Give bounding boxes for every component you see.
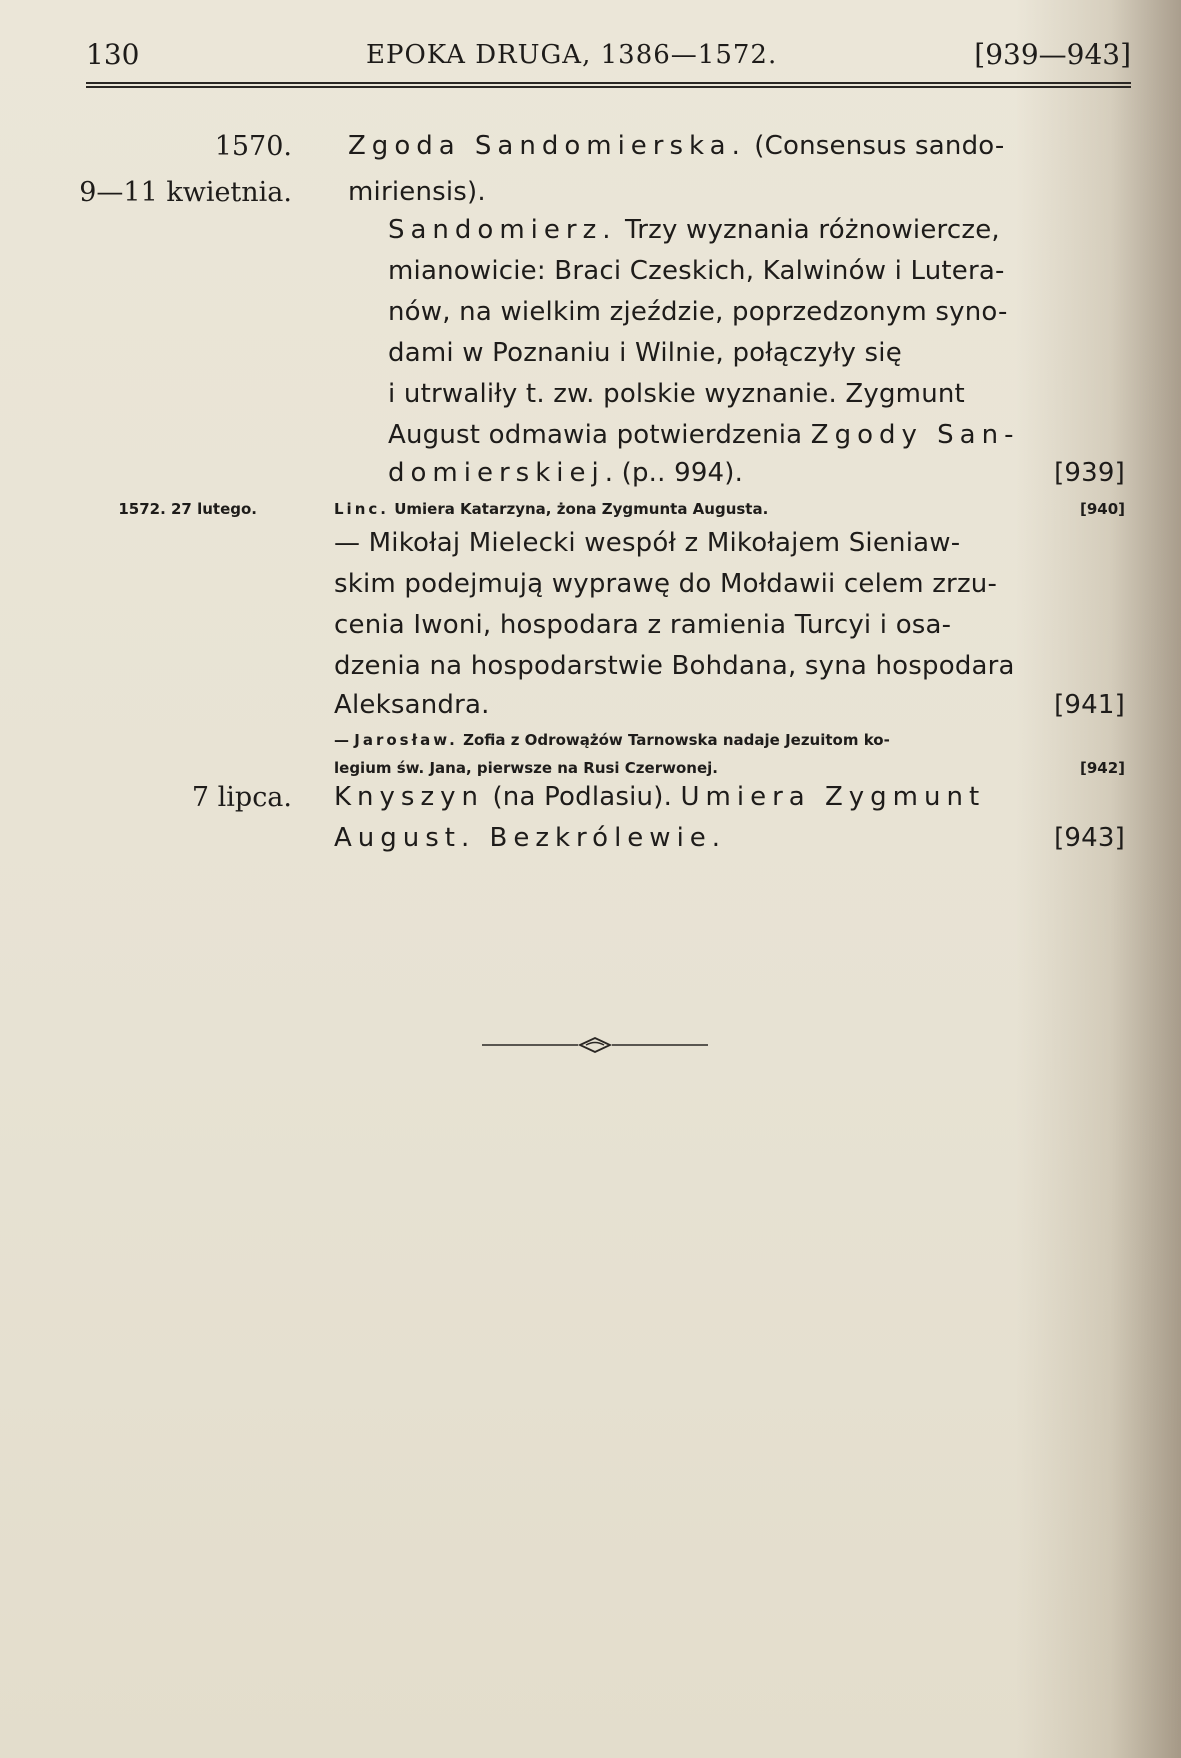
entry-941-line-3: cenia Iwoni, hospodara z ramienia Turcyi i osa- [334,610,952,640]
entry-942-number: [942] [1079,759,1125,777]
entry-943-spaced-b: August. Bezkrólewie [334,823,712,853]
entry-939-line-8-a: August odmawia potwierdzenia [388,420,811,450]
entry-942-line-1-rest: Zofia z Odrowążów Tarnowska nadaje Jezuitom ko- [457,731,890,749]
entry-939-line-4: mianowicie: Braci Czeskich, Kalwinów i Lutera- [388,256,1005,286]
entry-941-line-1: — Mikołaj Mielecki wespół z Mikołajem Sieniaw- [334,528,961,558]
date-1572-27-lutego: 1572. 27 lutego. [118,500,257,518]
entry-939-latin: (Consensus sando- [745,131,1005,161]
entry-943-line-1 [334,782,985,812]
entry-942-dash: — [334,731,355,749]
entry-939-spaced-b: domierskiej [388,458,605,488]
date-9-11-kwietnia: 9—11 kwietnia. [79,177,292,208]
entry-940-text: Umiera Katarzyna, żona Zygmunta Augusta. [388,500,769,518]
entry-942-line-1 [334,731,890,749]
entry-941-line-4: dzenia na hospodarstwie Bohdana, syna hospodara [334,651,1015,681]
end-ornament-icon [480,1030,710,1060]
entry-943-spaced-a: Umiera Zygmunt [680,782,986,812]
entry-942-place: Jarosław. [354,731,458,749]
page-header [86,38,1131,78]
entry-941-line-2: skim podejmują wyprawę do Mołdawii celem zrzu- [334,569,998,599]
entry-939-ref: . (p.. 994). [604,458,744,488]
date-7-lipca: 7 lipca. [191,782,292,813]
entry-939-line-3-rest: Trzy wyznania różnowiercze, [616,215,1000,245]
entry-939-line-6: dami w Poznaniu i Wilnie, połączyły się [388,338,902,368]
entry-939-number: [939] [1054,458,1125,488]
entry-942-line-2: legium św. Jana, pierwsze na Rusi Czerwonej. [334,759,718,777]
entry-939-line-8 [388,420,1019,450]
entry-939-line-5: nów, na wielkim zjeździe, poprzedzonym syno- [388,297,1008,327]
page-number: 130 [86,38,140,71]
entry-943-line-2 [334,823,720,853]
header-double-rule [86,82,1131,88]
entry-941-number: [941] [1054,690,1125,720]
entry-940-number: [940] [1079,500,1125,518]
entry-941-line-5: Aleksandra. [334,690,490,720]
entry-939-spaced-a: Zgody San- [810,420,1020,450]
entry-943-line-2-end: . [711,823,721,853]
running-title: EPOKA DRUGA, 1386—1572. [366,40,778,70]
entry-943-line-1-mid: (na Podlasiu). [483,782,681,812]
entry-939-line-3 [388,215,1000,245]
entry-943-place: Knyszyn [334,782,484,812]
entry-range: [939—943] [974,38,1131,71]
entry-943-number: [943] [1054,823,1125,853]
entry-939-line-2: miriensis). [348,177,486,207]
entry-940-place: Linc. [334,500,389,518]
entry-939-line-1 [348,131,1004,161]
entry-939-line-9 [388,458,743,488]
entry-939-place: Sandomierz. [388,215,617,245]
date-1570: 1570. [214,131,292,162]
entry-940-line [334,500,768,518]
entry-939-line-7: i utrwaliły t. zw. polskie wyznanie. Zygmunt [388,379,965,409]
entry-939-title: Zgoda Sandomierska. [348,131,746,161]
